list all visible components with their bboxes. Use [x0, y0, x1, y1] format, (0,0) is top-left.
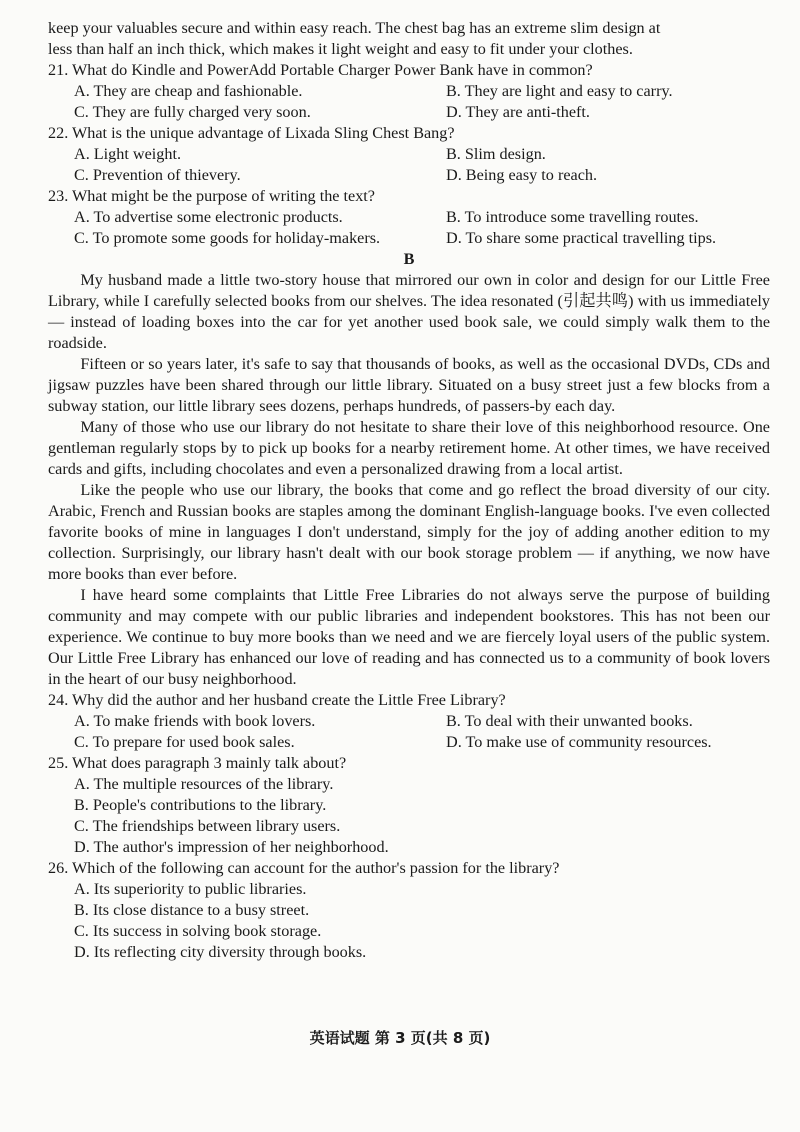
- question-23: [48, 186, 770, 249]
- section-title-b: B: [403, 250, 415, 268]
- option-c: C. To prepare for used book sales.: [74, 733, 295, 751]
- passage-paragraph-3: Many of those who use our library do not hesitate to share their love of this neighborhood resource. One gentleman regularly stops by to pick up books for a nearby retirement home. At other times, we have received cards and gifts, including chocolates and even a personalized drawing from a local artist.: [48, 418, 770, 478]
- passage-paragraph-5: I have heard some complaints that Little Free Libraries do not always serve the purpose of building community and may compete with our public libraries and independent bookstores. This has not been our experience. We continue to buy more books than we need and we are fiercely loyal users of the public system. Our Little Free Library has enhanced our love of reading and has connected us to a community of book lovers in the heart of our busy neighborhood.: [48, 586, 770, 688]
- question-24: [48, 690, 770, 753]
- page-footer: 英语试题 第 3 页(共 8 页): [309, 1029, 491, 1047]
- question-21: [48, 60, 770, 123]
- question-26: [48, 858, 770, 963]
- passage-paragraph-2: Fifteen or so years later, it's safe to say that thousands of books, as well as the occasional DVDs, CDs and jigsaw puzzles have been shared through our little library. Situated on a busy street just a few blocks from a subway station, our little library sees dozens, perhaps hundreds, of passers-by each day.: [48, 355, 770, 415]
- passage-paragraph-4: Like the people who use our library, the books that come and go reflect the broad diversity of our city. Arabic, French and Russian books are staples among the dominant English-language books. I've even collected favorite books of mine in languages I don't understand, simply for the joy of adding another edition to my collection. Surprisingly, our library hasn't dealt with our book storage problem — if anything, we now have more books than ever before.: [48, 481, 770, 583]
- question-stem: 24. Why did the author and her husband create the Little Free Library?: [48, 691, 506, 709]
- option-c: C. They are fully charged very soon.: [74, 103, 311, 121]
- option-b: B. To deal with their unwanted books.: [446, 712, 693, 730]
- question-stem: 23. What might be the purpose of writing the text?: [48, 187, 375, 205]
- options: [48, 711, 770, 753]
- question-stem: 22. What is the unique advantage of Lixada Sling Chest Bang?: [48, 124, 455, 142]
- option-b: B. They are light and easy to carry.: [446, 82, 673, 100]
- option-c: C. The friendships between library users.: [74, 817, 341, 835]
- options: [48, 81, 770, 123]
- intro-line-2: less than half an inch thick, which makes it light weight and easy to fit under your clothes.: [48, 40, 633, 58]
- option-a: A. Light weight.: [74, 145, 182, 163]
- option-b: B. Slim design.: [446, 145, 546, 163]
- option-d: D. Its reflecting city diversity through books.: [74, 943, 367, 961]
- option-b: B. Its close distance to a busy street.: [74, 901, 310, 919]
- intro-line-1: keep your valuables secure and within easy reach. The chest bag has an extreme slim design at: [48, 19, 661, 37]
- question-stem: 26. Which of the following can account for the author's passion for the library?: [48, 859, 560, 877]
- option-c: C. Its success in solving book storage.: [74, 922, 322, 940]
- question-25: [48, 753, 770, 858]
- option-a: A. To advertise some electronic products.: [74, 208, 343, 226]
- options: [48, 879, 770, 963]
- options: [48, 207, 770, 249]
- question-stem: 21. What do Kindle and PowerAdd Portable Charger Power Bank have in common?: [48, 61, 593, 79]
- option-d: D. They are anti-theft.: [446, 103, 590, 121]
- option-a: A. The multiple resources of the library.: [74, 775, 334, 793]
- option-d: D. Being easy to reach.: [446, 166, 598, 184]
- question-22: [48, 123, 770, 186]
- option-a: A. They are cheap and fashionable.: [74, 82, 303, 100]
- passage-paragraph-1: My husband made a little two-story house that mirrored our own in color and design for our Little Free Library, while I carefully selected books from our shelves. The idea resonated (引起共鸣) with us immediately — instead of loading boxes into the car for yet another used book sale, we could simply walk them to the roadside.: [48, 271, 770, 352]
- option-c: C. To promote some goods for holiday-makers.: [74, 229, 381, 247]
- options: [48, 144, 770, 186]
- question-stem: 25. What does paragraph 3 mainly talk about?: [48, 754, 347, 772]
- option-d: D. To make use of community resources.: [446, 733, 712, 751]
- option-a: A. Its superiority to public libraries.: [74, 880, 307, 898]
- option-d: D. To share some practical travelling tips.: [446, 229, 717, 247]
- option-b: B. People's contributions to the library.: [74, 796, 327, 814]
- options: [48, 774, 770, 858]
- option-b: B. To introduce some travelling routes.: [446, 208, 699, 226]
- option-d: D. The author's impression of her neighborhood.: [74, 838, 389, 856]
- option-a: A. To make friends with book lovers.: [74, 712, 316, 730]
- option-c: C. Prevention of thievery.: [74, 166, 241, 184]
